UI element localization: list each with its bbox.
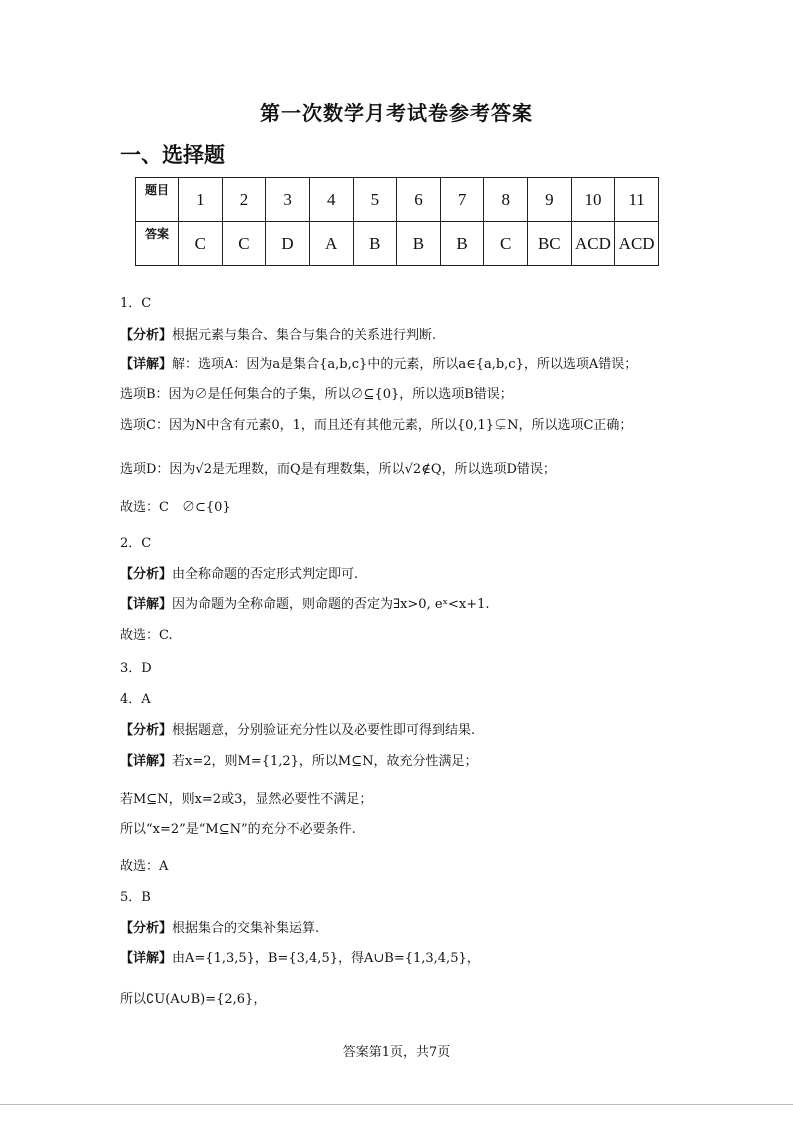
answer-cell: A <box>309 222 353 266</box>
page-title: 第一次数学月考试卷参考答案 <box>260 101 533 125</box>
text-line: 1．C <box>120 296 152 311</box>
question-number: 11 <box>615 178 659 222</box>
row-header-answer: 答案 <box>136 222 179 266</box>
page-footer: 答案第1页，共7页 <box>342 1045 451 1060</box>
question-number: 2 <box>222 178 266 222</box>
page-divider <box>0 1104 793 1105</box>
section-heading: 一、选择题 <box>120 143 225 167</box>
row-header-question: 题目 <box>136 178 179 222</box>
answer-cell: BC <box>528 222 572 266</box>
question-number: 9 <box>528 178 572 222</box>
answer-cell: C <box>179 222 223 266</box>
table-row-answers <box>136 222 659 266</box>
question-number: 5 <box>353 178 397 222</box>
text-line: 【分析】根据集合的交集补集运算. <box>120 921 320 936</box>
answer-cell: C <box>484 222 528 266</box>
text-line: 所以∁U(A∪B)={2,6}， <box>120 992 267 1007</box>
text-line: 【分析】根据元素与集合、集合与集合的关系进行判断. <box>120 328 437 343</box>
question-number: 6 <box>397 178 441 222</box>
text-line: 【分析】根据题意，分别验证充分性以及必要性即可得到结果. <box>120 723 476 738</box>
answer-cell: B <box>397 222 441 266</box>
text-line: 故选：A <box>120 859 169 874</box>
answer-cell: ACD <box>615 222 659 266</box>
text-line: 4．A <box>120 692 151 707</box>
question-number: 10 <box>571 178 615 222</box>
text-line: 选项D：因为√2是无理数，而Q是有理数集，所以√2∉Q，所以选项D错误； <box>120 462 556 477</box>
text-line: 故选：C. <box>120 628 173 643</box>
text-line: 选项C：因为N中含有元素0，1，而且还有其他元素，所以{0,1}⊊N，所以选项C正确； <box>120 418 633 433</box>
question-number: 3 <box>266 178 310 222</box>
answer-table <box>135 177 659 266</box>
text-line: 【详解】解：选项A：因为a是集合{a,b,c}中的元素，所以a∈{a,b,c}，所以选项A错误； <box>120 357 638 372</box>
question-number: 4 <box>309 178 353 222</box>
text-line: 故选：C ∅⊂{0} <box>120 500 231 515</box>
answer-cell: B <box>440 222 484 266</box>
question-number: 7 <box>440 178 484 222</box>
text-line: 3．D <box>120 661 152 676</box>
answer-cell: D <box>266 222 310 266</box>
answer-cell: ACD <box>571 222 615 266</box>
question-number: 8 <box>484 178 528 222</box>
text-line: 5．B <box>120 890 151 905</box>
answer-cell: B <box>353 222 397 266</box>
text-line: 【详解】若x=2，则M={1,2}，所以M⊆N，故充分性满足； <box>120 754 478 769</box>
text-line: 【分析】由全称命题的否定形式判定即可. <box>120 567 359 582</box>
text-line: 【详解】因为命题为全称命题，则命题的否定为∃x>0, eˣ<x+1. <box>120 597 490 612</box>
answer-cell: C <box>222 222 266 266</box>
text-line: 所以“x=2”是“M⊆N”的充分不必要条件. <box>120 822 356 837</box>
table-row-questions <box>136 178 659 222</box>
text-line: 选项B：因为∅是任何集合的子集，所以∅⊆{0}，所以选项B错误； <box>120 387 513 402</box>
text-line: 若M⊆N，则x=2或3，显然必要性不满足； <box>120 792 373 807</box>
text-line: 【详解】由A={1,3,5}，B={3,4,5}，得A∪B={1,3,4,5}， <box>120 951 480 966</box>
question-number: 1 <box>179 178 223 222</box>
text-line: 2．C <box>120 536 152 551</box>
